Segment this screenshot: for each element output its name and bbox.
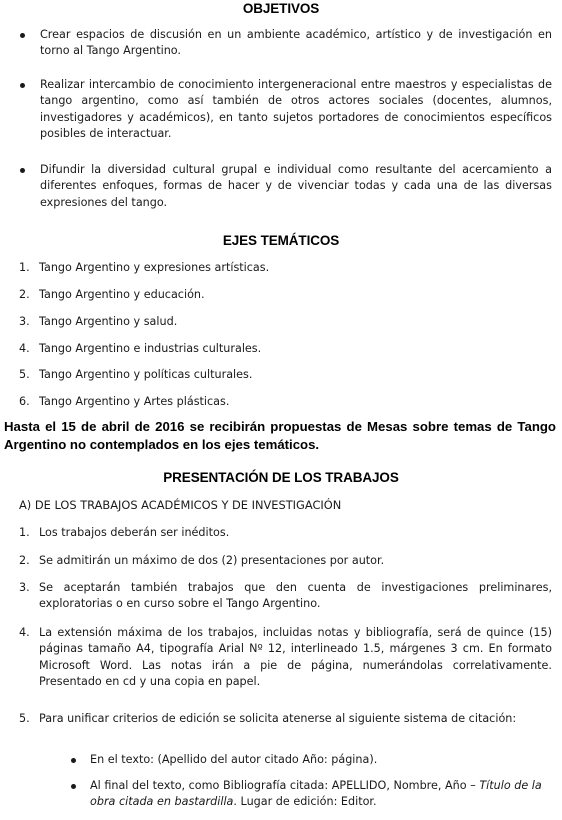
item-text: Los trabajos deberán ser inéditos. <box>39 526 230 539</box>
bullet-icon <box>20 168 25 173</box>
eje-number: 3. <box>19 315 30 328</box>
objetivo-text: Realizar intercambio de conocimiento intergeneracional entre maestros y especialistas de tango argentino, como así también de otros actores sociales (docentes, alumnos, investigadores y académicos), en tanto sujetos portadores de conocimientos específicos posibles de interactuar. <box>40 78 552 141</box>
eje-text: Tango Argentino y expresiones artísticas. <box>39 261 270 274</box>
presentacion-item <box>19 711 552 727</box>
eje-text: Tango Argentino e industrias culturales. <box>39 342 262 355</box>
mesas-notice: Hasta el 15 de abril de 2016 se recibirán propuestas de Mesas sobre temas de Tango Argentino no contemplados en los ejes temáticos. <box>4 419 556 452</box>
bullet-icon <box>20 83 25 88</box>
citation-text-pre: Al final del texto, como Bibliografía citada: APELLIDO, Nombre, Año – <box>90 779 480 792</box>
bullet-icon <box>71 784 76 789</box>
presentacion-item <box>19 553 552 569</box>
citation-text-post: . Lugar de edición: Editor. <box>233 795 377 809</box>
objetivo-item <box>17 162 552 211</box>
eje-item <box>19 341 552 357</box>
item-number: 5. <box>19 712 30 725</box>
objetivos-heading: OBJETIVOS <box>242 1 320 16</box>
eje-text: Tango Argentino y salud. <box>39 315 178 328</box>
eje-item <box>19 367 552 383</box>
bullet-icon <box>20 33 25 38</box>
objetivo-item <box>17 77 552 143</box>
objetivo-text: Crear espacios de discusión en un ambiente académico, artístico y de investigación en torno al Tango Argentino. <box>40 28 552 58</box>
presentacion-item <box>19 580 552 613</box>
item-text: La extensión máxima de los trabajos, incluidas notas y bibliografía, será de quince (15) páginas tamaño A4, tipografía Arial Nº 12, interlineado 1.5, márgenes 3 cm. En formato Microsoft Word. Las notas irán a pie de página, numerándolas correlativamente. Presentado en cd y una copia en papel. <box>39 626 552 689</box>
item-text: Para unificar criterios de edición se solicita atenerse al siguiente sistema de citación: <box>39 712 517 725</box>
citation-sub-item <box>71 778 552 811</box>
eje-number: 1. <box>19 261 30 274</box>
eje-text: Tango Argentino y Artes plásticas. <box>39 395 230 408</box>
presentacion-item <box>19 525 552 541</box>
bullet-icon <box>71 758 76 763</box>
eje-item <box>19 260 552 276</box>
presentacion-item <box>19 625 552 691</box>
item-text: Se admitirán un máximo de dos (2) presentaciones por autor. <box>39 554 385 567</box>
item-number: 1. <box>19 526 30 539</box>
eje-item <box>19 314 552 330</box>
eje-number: 4. <box>19 342 30 355</box>
item-number: 4. <box>19 626 30 639</box>
item-number: 2. <box>19 554 30 567</box>
ejes-heading: EJES TEMÁTICOS <box>222 233 340 248</box>
citation-text-italic: Título de la obra citada en bastardilla <box>90 779 542 809</box>
eje-item <box>19 394 552 410</box>
eje-number: 5. <box>19 368 30 381</box>
citation-sub-item <box>71 752 552 768</box>
eje-number: 6. <box>19 395 30 408</box>
citation-text: En el texto: (Apellido del autor citado Año: página). <box>90 753 378 766</box>
item-number: 3. <box>19 581 30 594</box>
eje-text: Tango Argentino y educación. <box>39 288 205 301</box>
section-a-title: A) DE LOS TRABAJOS ACADÉMICOS Y DE INVESTIGACIÓN <box>19 498 342 512</box>
eje-number: 2. <box>19 288 30 301</box>
objetivo-text: Difundir la diversidad cultural grupal e individual como resultante del acercamiento a diferentes enfoques, formas de hacer y de vivenciar todas y cada una de las diversas expresiones del tango. <box>40 163 552 209</box>
eje-item <box>19 287 552 303</box>
item-text: Se aceptarán también trabajos que den cuenta de investigaciones preliminares, exploratorias o en curso sobre el Tango Argentino. <box>39 581 552 611</box>
objetivo-item <box>17 27 552 60</box>
presentacion-heading: PRESENTACIÓN DE LOS TRABAJOS <box>163 470 399 485</box>
eje-text: Tango Argentino y políticas culturales. <box>39 368 253 381</box>
